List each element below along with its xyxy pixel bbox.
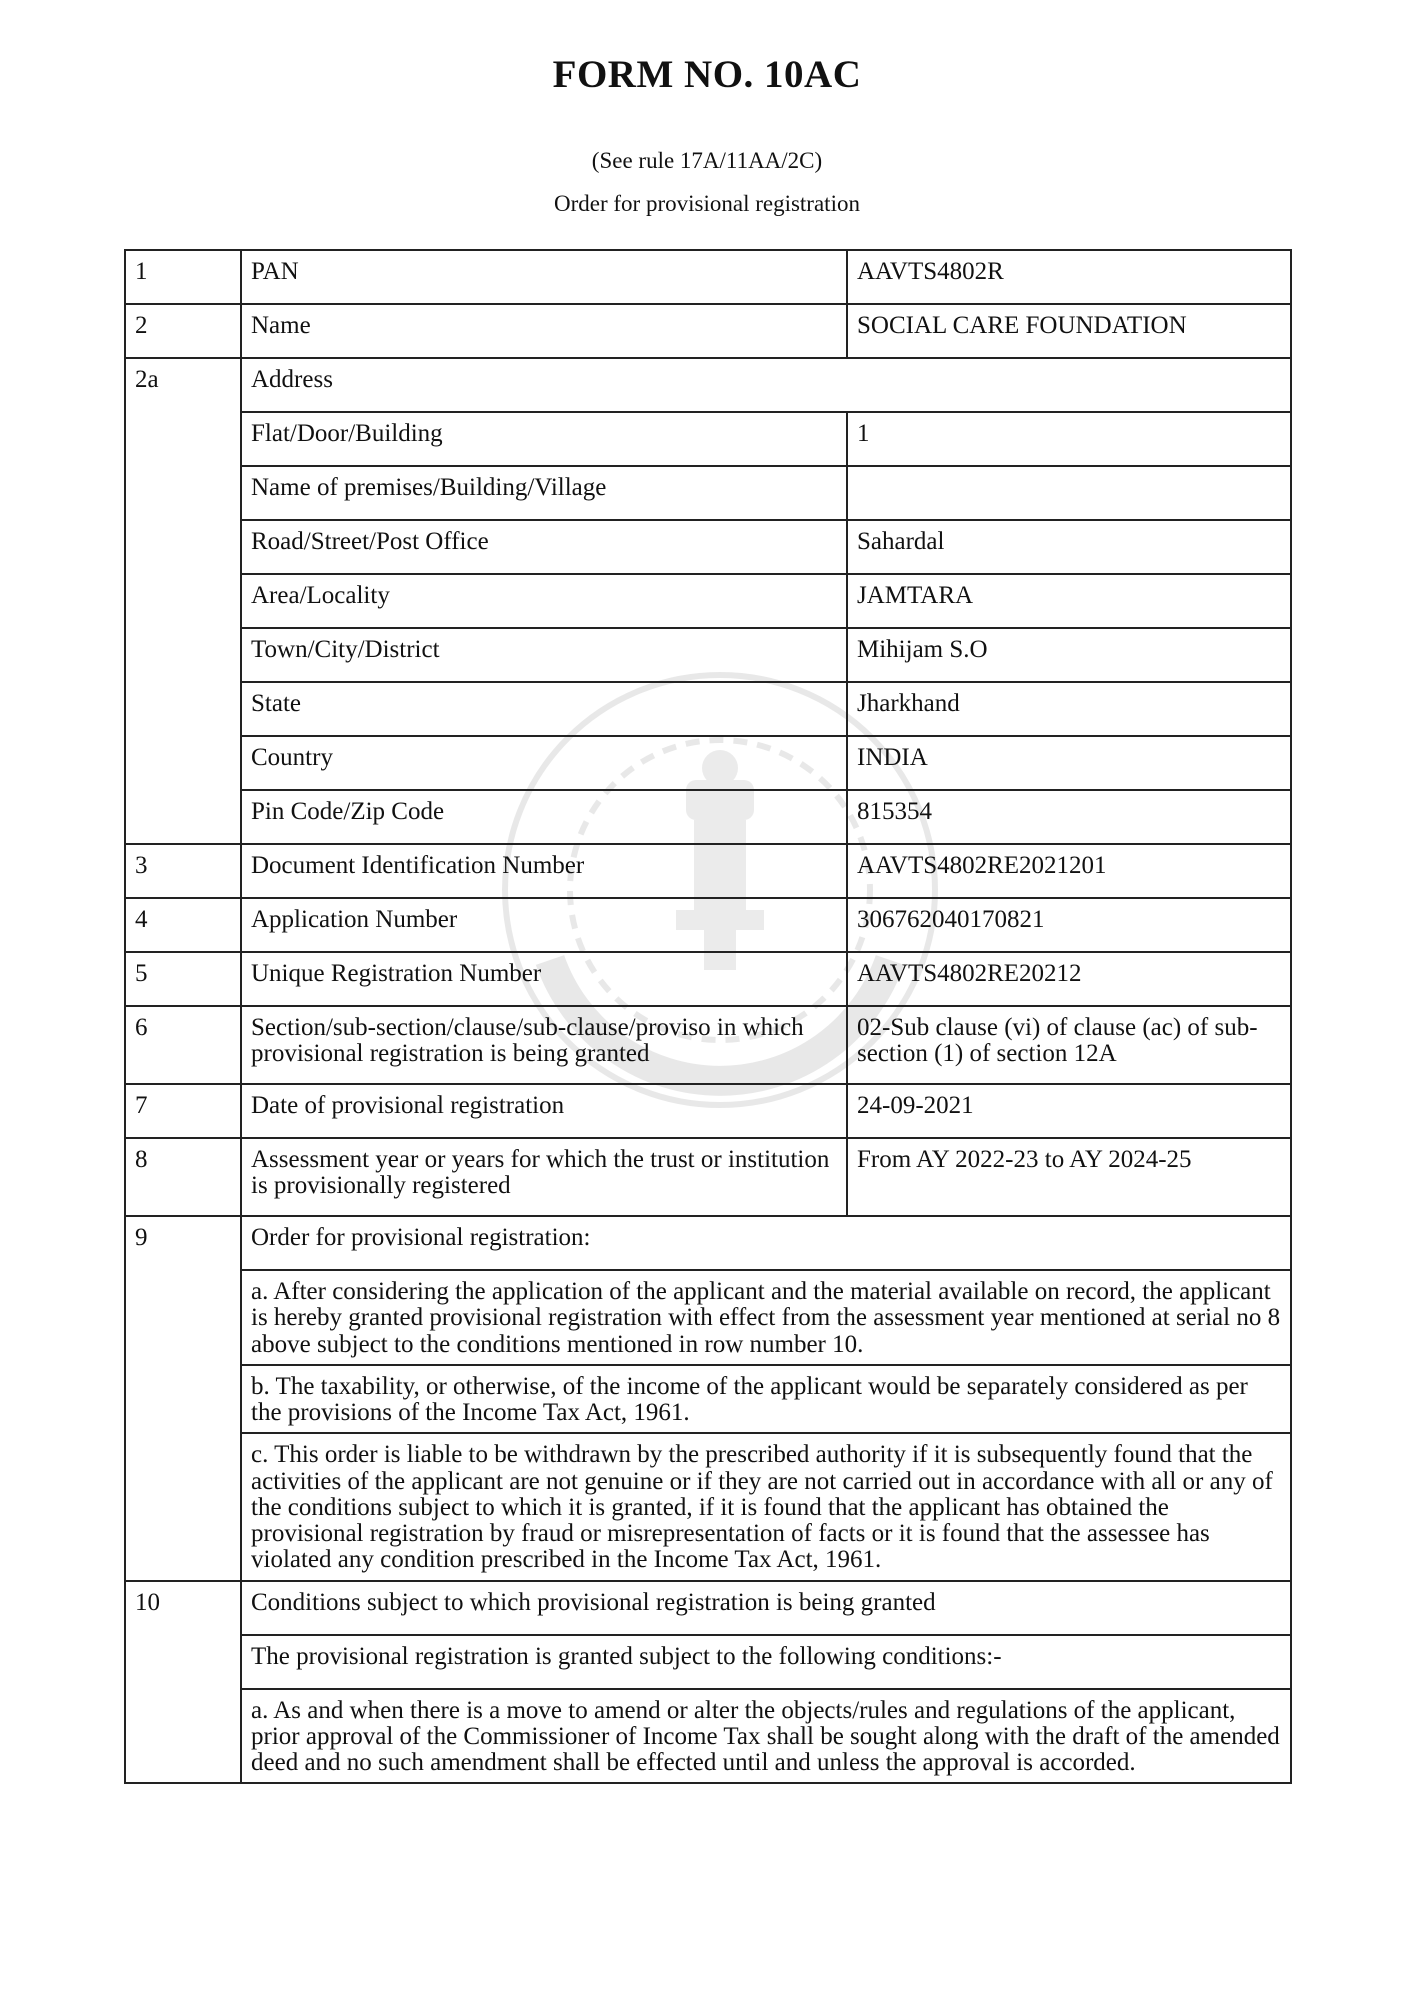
row-number: 6 [125, 1006, 241, 1084]
field-label: Order for provisional registration: [241, 1216, 1291, 1270]
field-label: Flat/Door/Building [241, 412, 847, 466]
row-urn [125, 952, 1291, 1006]
field-label: PAN [241, 250, 847, 304]
registration-table [124, 249, 1292, 1784]
row-number: 2 [125, 304, 241, 358]
field-label: Country [241, 736, 847, 790]
flat-value: 1 [847, 412, 1291, 466]
order-paragraph-b [241, 1365, 1291, 1434]
field-label: Document Identification Number [241, 844, 847, 898]
row-assessment [125, 1138, 1291, 1216]
field-label: Name [241, 304, 847, 358]
row-number: 4 [125, 898, 241, 952]
town-value: Mihijam S.O [847, 628, 1291, 682]
pan-value: AAVTS4802R [847, 250, 1291, 304]
road-value: Sahardal [847, 520, 1291, 574]
row-number: 9 [125, 1216, 241, 1581]
name-value: SOCIAL CARE FOUNDATION [847, 304, 1291, 358]
row-number: 10 [125, 1581, 241, 1784]
row-date [125, 1084, 1291, 1138]
paragraph-text: a. As and when there is a move to amend or alter the objects/rules and regulations of the applicant, prior approval of the Commissioner of Income Tax shall be sought along with the draft of the amended deed and no such amendment shall be effected until and unless the approval is accorded. [251, 1696, 1280, 1776]
pin-value: 815354 [847, 790, 1291, 844]
urn-value: AAVTS4802RE20212 [847, 952, 1291, 1006]
row-area [125, 574, 1291, 628]
row-pan [125, 250, 1291, 304]
row-town [125, 628, 1291, 682]
field-label: Unique Registration Number [241, 952, 847, 1006]
field-label: Town/City/District [241, 628, 847, 682]
assessment-value: From AY 2022-23 to AY 2024-25 [847, 1138, 1291, 1216]
rule-reference: (See rule 17A/11AA/2C) [591, 148, 823, 173]
row-conditions-header [125, 1581, 1291, 1635]
row-number: 7 [125, 1084, 241, 1138]
row-conditions-a [125, 1689, 1291, 1784]
row-name [125, 304, 1291, 358]
field-label: Conditions subject to which provisional registration is being granted [241, 1581, 1291, 1635]
field-label: Pin Code/Zip Code [241, 790, 847, 844]
row-pin [125, 790, 1291, 844]
row-conditions-intro [125, 1635, 1291, 1689]
field-label: Address [241, 358, 1291, 412]
row-number: 3 [125, 844, 241, 898]
row-state [125, 682, 1291, 736]
row-number: 1 [125, 250, 241, 304]
row-application [125, 898, 1291, 952]
form-subtitle: Order for provisional registration [554, 191, 860, 216]
row-premises [125, 466, 1291, 520]
field-label: Assessment year or years for which the trust or institution is provisionally registered [241, 1138, 847, 1216]
row-address-header [125, 358, 1291, 412]
application-value: 306762040170821 [847, 898, 1291, 952]
field-label: Area/Locality [241, 574, 847, 628]
form-title: FORM NO. 10AC [552, 53, 862, 96]
row-order-header [125, 1216, 1291, 1270]
row-flat [125, 412, 1291, 466]
state-value: Jharkhand [847, 682, 1291, 736]
field-label: Road/Street/Post Office [241, 520, 847, 574]
area-value: JAMTARA [847, 574, 1291, 628]
row-number: 8 [125, 1138, 241, 1216]
premises-value [847, 466, 1291, 520]
order-paragraph-c [241, 1433, 1291, 1580]
paragraph-text: a. After considering the application of the applicant and the material available on record, the applicant is hereby granted provisional registration with effect from the assessment year mentioned at serial no 8 above subject to the conditions mentioned in row number 10. [251, 1278, 1281, 1358]
row-number: 5 [125, 952, 241, 1006]
field-label: Name of premises/Building/Village [241, 466, 847, 520]
paragraph-text: c. This order is liable to be withdrawn by the prescribed authority if it is subsequently found that the activities of the applicant are not genuine or if they are not carried out in accordance with all or any of the conditions subject to which it is granted, if it is found that the applicant has obtained the provisional registration by fraud or misrepresentation of facts or it is found that the assessee has violated any condition prescribed in the Income Tax Act, 1961. [251, 1441, 1273, 1574]
row-road [125, 520, 1291, 574]
row-order-c [125, 1433, 1291, 1580]
field-label: Application Number [241, 898, 847, 952]
country-value: INDIA [847, 736, 1291, 790]
section-value: 02-Sub clause (vi) of clause (ac) of sub-section (1) of section 12A [847, 1006, 1291, 1084]
condition-paragraph-a [241, 1689, 1291, 1784]
row-country [125, 736, 1291, 790]
conditions-intro: The provisional registration is granted subject to the following conditions:- [241, 1635, 1291, 1689]
field-label: Section/sub-section/clause/sub-clause/proviso in which provisional registration is being granted [241, 1006, 847, 1084]
row-order-a [125, 1270, 1291, 1365]
row-number: 2a [125, 358, 241, 844]
paragraph-text: b. The taxability, or otherwise, of the income of the applicant would be separately considered as per the provisions of the Income Tax Act, 1961. [251, 1372, 1248, 1426]
order-paragraph-a [241, 1270, 1291, 1365]
row-din [125, 844, 1291, 898]
date-value: 24-09-2021 [847, 1084, 1291, 1138]
row-section [125, 1006, 1291, 1084]
field-label: State [241, 682, 847, 736]
din-value: AAVTS4802RE2021201 [847, 844, 1291, 898]
field-label: Date of provisional registration [241, 1084, 847, 1138]
row-order-b [125, 1365, 1291, 1434]
